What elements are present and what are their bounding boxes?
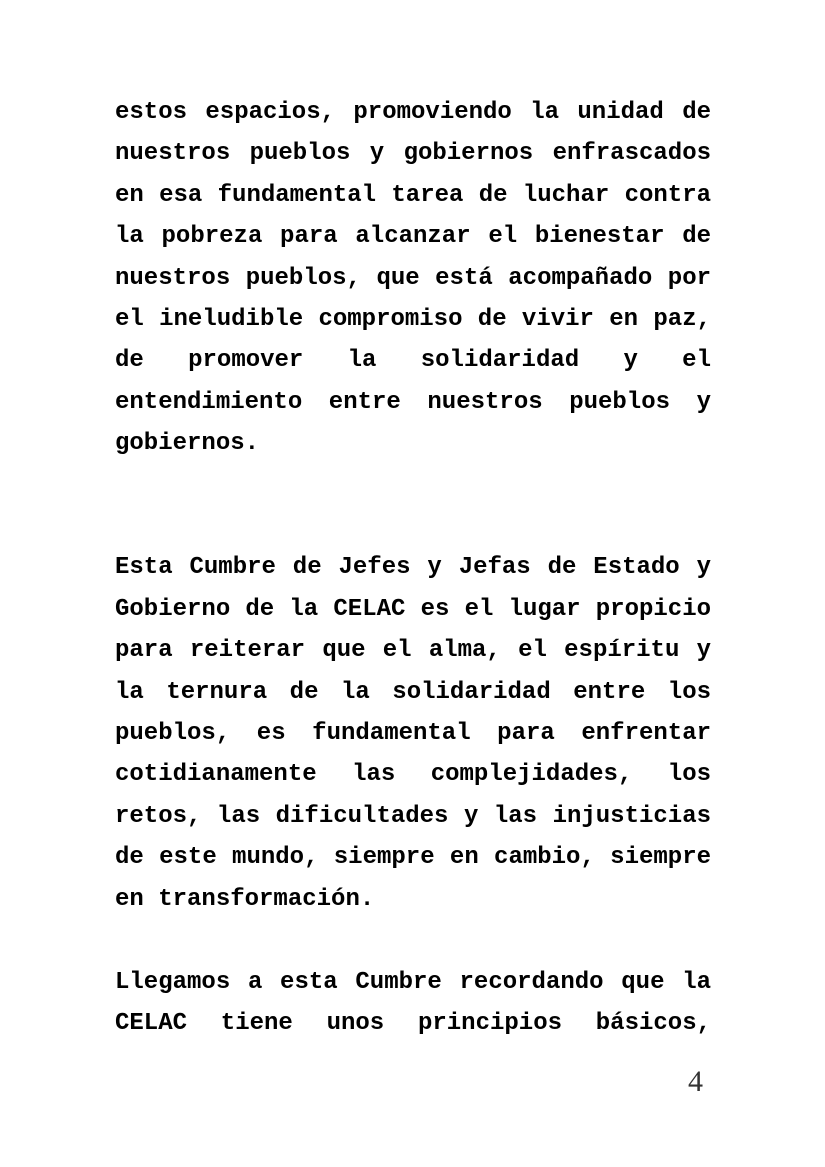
document-line: estos espacios, promoviendo la unidad de xyxy=(115,99,711,126)
document-line: para reiterar que el alma, el espíritu y xyxy=(115,637,711,665)
document-line: Gobierno de la CELAC es el lugar propicio xyxy=(115,595,711,623)
paragraph-1 xyxy=(115,92,711,465)
document-line: la pobreza para alcanzar el bienestar de xyxy=(115,223,711,251)
document-line: de promover la solidaridad y el xyxy=(115,347,711,375)
paragraph-3 xyxy=(115,962,711,1045)
document-line: nuestros pueblos, que está acompañado por xyxy=(115,264,711,292)
page-number: 4 xyxy=(688,1065,703,1098)
document-line: pueblos, es fundamental para enfrentar xyxy=(115,720,711,748)
document-line: nuestros pueblos y gobiernos enfrascados xyxy=(115,140,711,168)
document-line: Llegamos a esta Cumbre recordando que la xyxy=(115,968,711,996)
document-line: de este mundo, siempre en cambio, siempre xyxy=(115,844,711,872)
document-line: la ternura de la solidaridad entre los xyxy=(115,678,711,706)
paragraph-2 xyxy=(115,547,711,920)
document-line: en transformación. xyxy=(115,885,375,913)
document-line: CELAC tiene unos principios básicos, xyxy=(115,1009,711,1037)
document-line: gobiernos. xyxy=(115,430,260,458)
document-line: el ineludible compromiso de vivir en paz, xyxy=(115,306,711,334)
document-line: retos, las dificultades y las injusticias xyxy=(115,802,711,830)
document-line: Esta Cumbre de Jefes y Jefas de Estado y xyxy=(115,554,711,582)
document-line: entendimiento entre nuestros pueblos y xyxy=(115,388,711,416)
document-text xyxy=(115,92,711,1044)
document-line: en esa fundamental tarea de luchar contra xyxy=(115,181,711,209)
document-line: cotidianamente las complejidades, los xyxy=(115,761,711,789)
